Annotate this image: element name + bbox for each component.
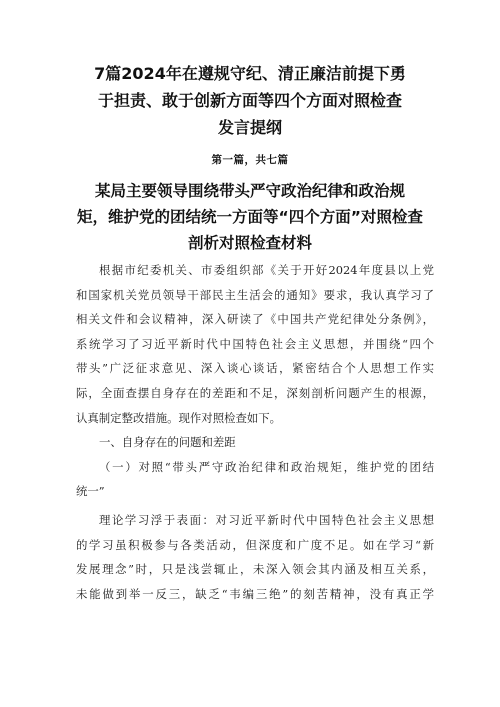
title-line: 于担责、敢于创新方面等四个方面对照检查 <box>97 91 402 110</box>
subtitle-line: 矩，维护党的团结统一方面等“四个方面”对照检查 <box>77 208 423 226</box>
section-heading: 一、自身存在的问题和差距 <box>99 435 236 450</box>
paragraph-line: 和国家机关党员领导干部民主生活会的通知》要求，我认真学习了 <box>76 287 434 302</box>
paragraph-line: 理论学习浮于表面：对习近平新时代中国特色社会主义思想 <box>99 512 434 527</box>
subtitle-line: 剖析对照检查材料 <box>187 234 312 252</box>
subsection-heading <box>76 455 434 504</box>
paragraph-line: 带头”广泛征求意见、深入谈心谈话，紧密结合个人思想工作实 <box>76 361 434 376</box>
document-body <box>76 258 434 606</box>
paragraph-line: 统一” <box>76 484 105 499</box>
subtitle-line: 某局主要领导围绕带头严守政治纪律和政治规 <box>94 182 405 200</box>
body-paragraph <box>76 508 434 606</box>
paragraph-line: 发展理念”时，只是浅尝辄止，未深入领会其内涵及相互关系， <box>76 562 434 577</box>
paragraph-line: （一）对照“带头严守政治纪律和政治规矩，维护党的团结 <box>99 459 434 474</box>
part-label: 第一篇，共七篇 <box>211 154 289 166</box>
paragraph-line: 的学习虽积极参与各类活动，但深度和广度不足。如在学习“新 <box>76 537 434 552</box>
paragraph-line: 根据市纪委机关、市委组织部《关于开好2024年度县以上党 <box>99 263 434 277</box>
document-subtitle <box>50 178 450 256</box>
document-title <box>60 60 440 141</box>
paragraph-line: 相关文件和会议精神，深入研读了《中国共产党纪律处分条例》， <box>76 312 434 327</box>
paragraph-line: 系统学习了习近平新时代中国特色社会主义思想，并围绕“四个 <box>76 336 434 351</box>
title-line: 7篇2024年在遵规守纪、清正廉洁前提下勇 <box>94 64 406 83</box>
intro-paragraph <box>76 258 434 430</box>
title-line: 发言提纲 <box>217 118 282 137</box>
paragraph-line: 认真制定整改措施。现作对照检查如下。 <box>76 410 282 425</box>
paragraph-line: 未能做到举一反三，缺乏“韦编三绝”的刻苦精神，没有真正学 <box>76 586 434 601</box>
paragraph-line: 际，全面查摆自身存在的差距和不足，深刻剖析问题产生的根源， <box>76 385 434 400</box>
